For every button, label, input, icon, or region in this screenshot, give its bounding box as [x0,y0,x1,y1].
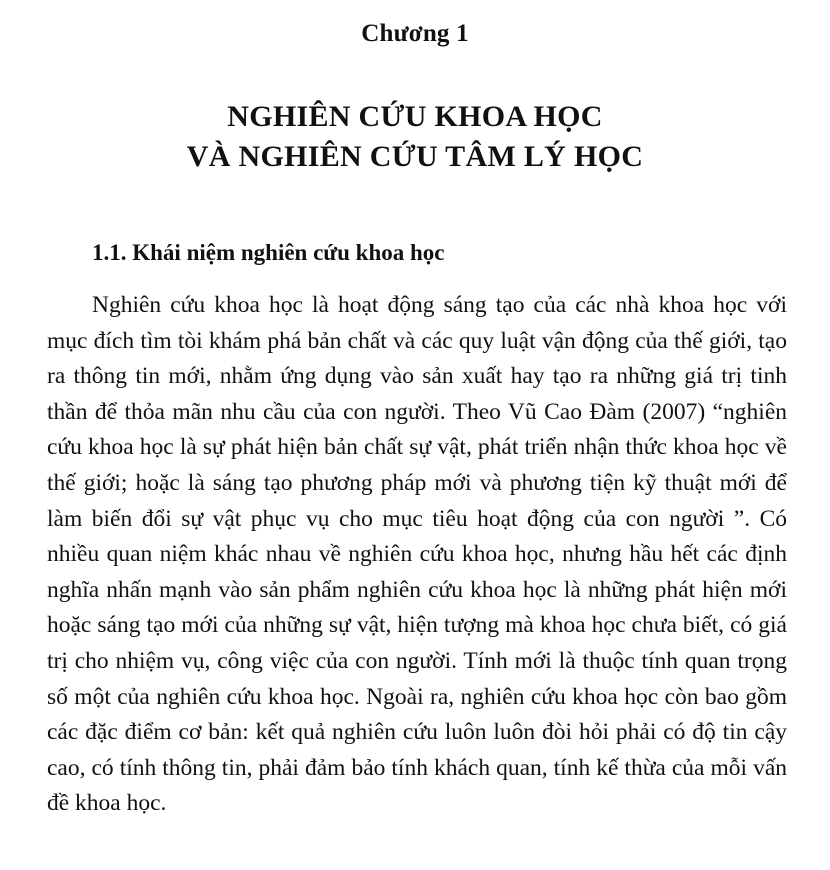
chapter-title-line-1: NGHIÊN CỨU KHOA HỌC [227,100,603,133]
body-paragraph: Nghiên cứu khoa học là hoạt động sáng tạo của các nhà khoa học với mục đích tìm tòi khám phá bản chất và các quy luật vận động của thế giới, tạo ra thông tin mới, nhằm ứng dụng vào sản xuất hay tạo ra những giá trị tinh thần để thỏa mãn nhu cầu của con người. Theo Vũ Cao Đàm (2007) “nghiên cứu khoa học là sự phát hiện bản chất sự vật, phát triển nhận thức khoa học về thế giới; hoặc là sáng tạo phương pháp mới và phương tiện kỹ thuật mới để làm biến đổi sự vật phục vụ cho mục tiêu hoạt động của con người ”. Có nhiều quan niệm khác nhau về nghiên cứu khoa học, nhưng hầu hết các định nghĩa nhấn mạnh vào sản phẩm nghiên cứu khoa học là những phát hiện mới hoặc sáng tạo mới của những sự vật, hiện tượng mà khoa học chưa biết, có giá trị cho nhiệm vụ, công việc của con người. Tính mới là thuộc tính quan trọng số một của nghiên cứu khoa học. Ngoài ra, nghiên cứu khoa học còn bao gồm các đặc điểm cơ bản: kết quả nghiên cứu luôn luôn đòi hỏi phải có độ tin cậy cao, có tính thông tin, phải đảm bảo tính khách quan, tính kế thừa của mỗi vấn đề khoa học. [47,292,787,817]
chapter-title-line-2: VÀ NGHIÊN CỨU TÂM LÝ HỌC [186,140,644,173]
section-heading: 1.1. Khái niệm nghiên cứu khoa học [92,240,445,265]
chapter-title [0,97,830,177]
chapter-label: Chương 1 [361,20,469,47]
